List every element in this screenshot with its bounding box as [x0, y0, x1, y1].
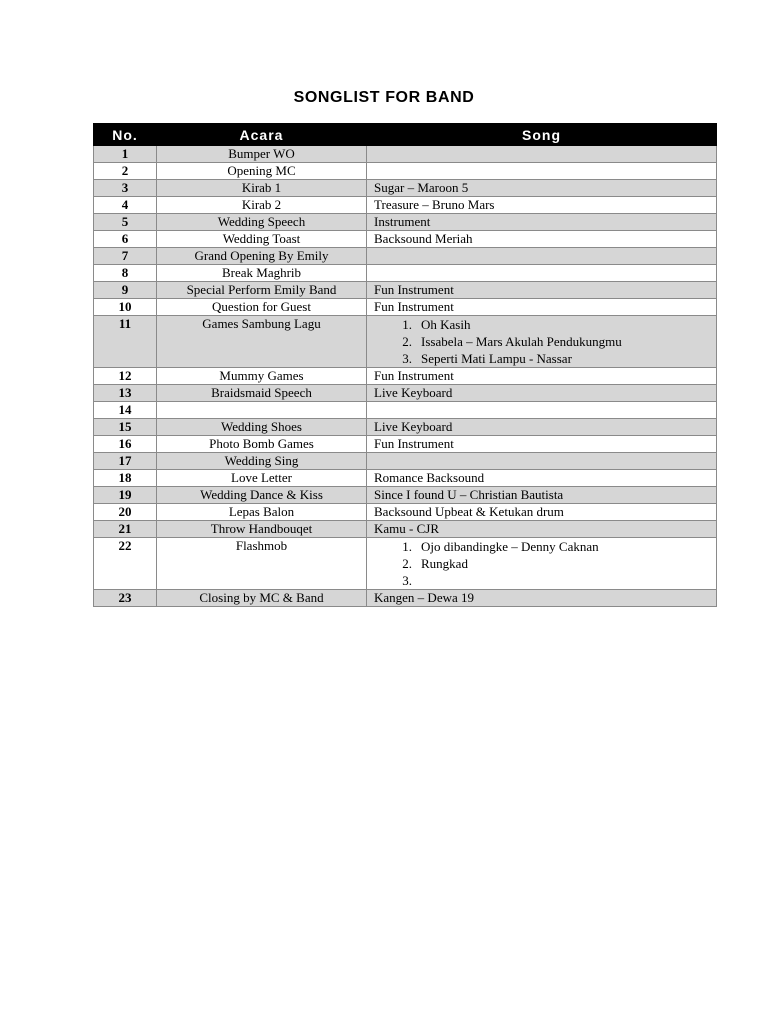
row-song — [367, 402, 717, 419]
song-list-number: 1. — [402, 317, 412, 332]
row-number: 13 — [94, 385, 157, 402]
row-number: 19 — [94, 487, 157, 504]
row-acara: Wedding Dance & Kiss — [157, 487, 367, 504]
column-header-acara: Acara — [157, 124, 367, 146]
row-number: 15 — [94, 419, 157, 436]
row-song: Fun Instrument — [367, 368, 717, 385]
table-row — [94, 504, 717, 521]
table-row — [94, 590, 717, 607]
row-number: 16 — [94, 436, 157, 453]
row-song: Instrument — [367, 214, 717, 231]
row-acara: Flashmob — [157, 538, 367, 590]
row-song — [367, 453, 717, 470]
row-number: 4 — [94, 197, 157, 214]
song-list-text: Ojo dibandingke – Denny Caknan — [421, 539, 599, 554]
row-song — [367, 265, 717, 282]
table-row — [94, 146, 717, 163]
row-acara: Question for Guest — [157, 299, 367, 316]
row-song — [367, 163, 717, 180]
row-number: 18 — [94, 470, 157, 487]
row-song: Since I found U – Christian Bautista — [367, 487, 717, 504]
table-row — [94, 385, 717, 402]
row-number: 11 — [94, 316, 157, 368]
row-song: Fun Instrument — [367, 282, 717, 299]
song-list-item — [374, 572, 716, 589]
song-list-number: 1. — [402, 539, 412, 554]
row-acara: Break Maghrib — [157, 265, 367, 282]
row-number: 3 — [94, 180, 157, 197]
table-header-row — [94, 124, 717, 146]
songlist-table — [93, 123, 717, 607]
row-acara: Opening MC — [157, 163, 367, 180]
row-song: Backsound Upbeat & Ketukan drum — [367, 504, 717, 521]
row-number: 7 — [94, 248, 157, 265]
song-list-item — [374, 350, 716, 367]
row-acara: Mummy Games — [157, 368, 367, 385]
row-number: 5 — [94, 214, 157, 231]
row-number: 9 — [94, 282, 157, 299]
row-number: 6 — [94, 231, 157, 248]
row-number: 22 — [94, 538, 157, 590]
table-row — [94, 282, 717, 299]
row-song: Live Keyboard — [367, 419, 717, 436]
song-list-item — [374, 333, 716, 350]
table-row — [94, 248, 717, 265]
row-acara: Bumper WO — [157, 146, 367, 163]
row-song: Fun Instrument — [367, 299, 717, 316]
table-row — [94, 180, 717, 197]
song-list-number: 2. — [402, 556, 412, 571]
row-acara: Wedding Toast — [157, 231, 367, 248]
table-row — [94, 197, 717, 214]
row-number: 23 — [94, 590, 157, 607]
table-row — [94, 231, 717, 248]
row-number: 14 — [94, 402, 157, 419]
table-row — [94, 402, 717, 419]
row-acara: Lepas Balon — [157, 504, 367, 521]
song-numbered-list — [374, 316, 716, 367]
song-list-item — [374, 538, 716, 555]
song-numbered-list — [374, 538, 716, 589]
song-list-text: Oh Kasih — [421, 317, 471, 332]
song-list-item — [374, 555, 716, 572]
column-header-song: Song — [367, 124, 717, 146]
row-number: 2 — [94, 163, 157, 180]
table-body — [94, 146, 717, 607]
row-song: Backsound Meriah — [367, 231, 717, 248]
row-acara: Braidsmaid Speech — [157, 385, 367, 402]
row-song: Fun Instrument — [367, 436, 717, 453]
row-song: Romance Backsound — [367, 470, 717, 487]
row-song — [367, 248, 717, 265]
row-acara: Kirab 2 — [157, 197, 367, 214]
row-acara: Wedding Speech — [157, 214, 367, 231]
table-row — [94, 368, 717, 385]
song-list-item — [374, 316, 716, 333]
row-acara: Throw Handbouqet — [157, 521, 367, 538]
song-list-text: Rungkad — [421, 556, 468, 571]
table-row — [94, 470, 717, 487]
row-acara: Closing by MC & Band — [157, 590, 367, 607]
row-acara: Wedding Shoes — [157, 419, 367, 436]
song-list-number: 3. — [402, 573, 412, 588]
row-song: Kangen – Dewa 19 — [367, 590, 717, 607]
row-song: Sugar – Maroon 5 — [367, 180, 717, 197]
song-list-number: 2. — [402, 334, 412, 349]
row-number: 17 — [94, 453, 157, 470]
row-acara: Wedding Sing — [157, 453, 367, 470]
table-row — [94, 538, 717, 590]
row-number: 10 — [94, 299, 157, 316]
table-row — [94, 453, 717, 470]
row-acara: Grand Opening By Emily — [157, 248, 367, 265]
table-row — [94, 265, 717, 282]
table-row — [94, 299, 717, 316]
row-acara: Special Perform Emily Band — [157, 282, 367, 299]
row-number: 20 — [94, 504, 157, 521]
table-row — [94, 316, 717, 368]
row-acara: Love Letter — [157, 470, 367, 487]
table-row — [94, 436, 717, 453]
table-row — [94, 163, 717, 180]
row-acara — [157, 402, 367, 419]
row-song: Treasure – Bruno Mars — [367, 197, 717, 214]
column-header-no: No. — [94, 124, 157, 146]
row-number: 21 — [94, 521, 157, 538]
row-number: 8 — [94, 265, 157, 282]
row-song: Kamu - CJR — [367, 521, 717, 538]
row-acara: Kirab 1 — [157, 180, 367, 197]
table-row — [94, 487, 717, 504]
row-song: Live Keyboard — [367, 385, 717, 402]
table-row — [94, 419, 717, 436]
row-acara: Games Sambung Lagu — [157, 316, 367, 368]
table-row — [94, 521, 717, 538]
row-song — [367, 146, 717, 163]
row-acara: Photo Bomb Games — [157, 436, 367, 453]
row-number: 1 — [94, 146, 157, 163]
song-list-text: Seperti Mati Lampu - Nassar — [421, 351, 572, 366]
song-list-text: Issabela – Mars Akulah Pendukungmu — [421, 334, 622, 349]
table-row — [94, 214, 717, 231]
song-list-number: 3. — [402, 351, 412, 366]
row-song — [367, 538, 717, 590]
document-title: SONGLIST FOR BAND — [293, 89, 475, 106]
row-song — [367, 316, 717, 368]
row-number: 12 — [94, 368, 157, 385]
